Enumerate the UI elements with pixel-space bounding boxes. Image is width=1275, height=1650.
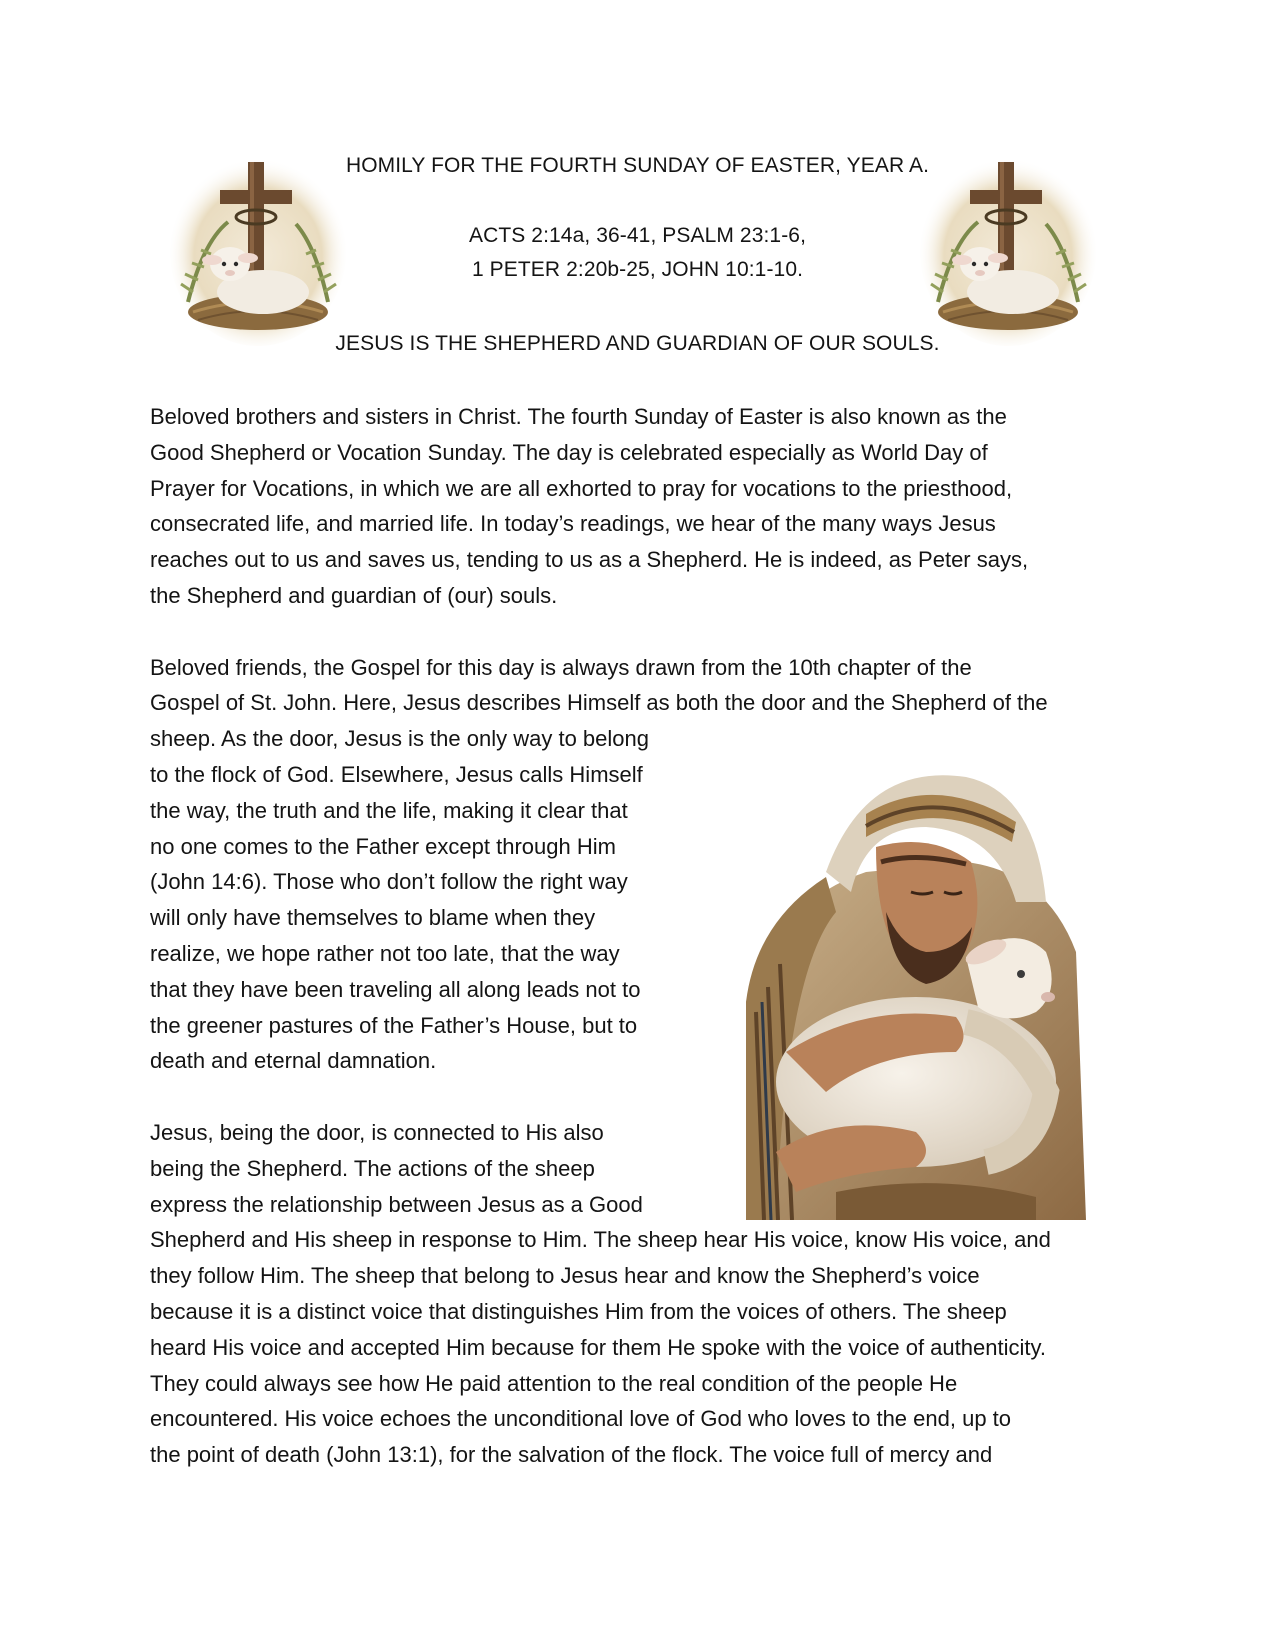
text-line: death and eternal damnation. <box>150 1048 437 1074</box>
text-line: Jesus, being the door, is connected to His also <box>150 1119 604 1145</box>
text-line: Shepherd and His sheep in response to Him. The sheep hear His voice, know His voice, and <box>150 1227 1051 1253</box>
homily-theme: JESUS IS THE SHEPHERD AND GUARDIAN OF OUR SOULS. <box>335 332 940 355</box>
readings-line-2: 1 PETER 2:20b-25, JOHN 10:1-10. <box>471 258 804 281</box>
readings-references <box>0 219 1275 287</box>
text-line: Gospel of St. John. Here, Jesus describes Himself as both the door and the Shepherd of the <box>150 690 1048 716</box>
text-line: the Shepherd and guardian of (our) souls. <box>150 582 558 608</box>
text-line: Beloved brothers and sisters in Christ. The fourth Sunday of Easter is also known as the <box>150 404 1007 429</box>
text-line: express the relationship between Jesus as a Good <box>150 1191 643 1217</box>
text-line: no one comes to the Father except through Him <box>150 833 616 859</box>
text-line: (John 14:6). Those who don’t follow the right way <box>150 869 628 895</box>
text-line: realize, we hope rather not too late, that the way <box>150 940 620 966</box>
text-line: consecrated life, and married life. In today’s readings, we hear of the many ways Jesus <box>150 511 996 537</box>
text-line: because it is a distinct voice that distinguishes Him from the voices of others. The sheep <box>150 1298 1007 1324</box>
homily-title: HOMILY FOR THE FOURTH SUNDAY OF EASTER, YEAR A. <box>345 154 930 177</box>
paragraph-1 <box>150 399 1130 614</box>
text-line: Prayer for Vocations, in which we are all exhorted to pray for vocations to the priesthood, <box>150 475 1013 501</box>
text-line: sheep. As the door, Jesus is the only way to belong <box>150 726 649 752</box>
text-line: They could always see how He paid attention to the real condition of the people He <box>150 1370 958 1396</box>
good-shepherd-image <box>716 752 1108 1220</box>
readings-line-1: ACTS 2:14a, 36-41, PSALM 23:1-6, <box>468 224 807 247</box>
text-line: that they have been traveling all along leads not to <box>150 976 641 1002</box>
text-line: reaches out to us and saves us, tending to us as a Shepherd. He is indeed, as Peter says, <box>150 547 1029 573</box>
text-line: to the flock of God. Elsewhere, Jesus calls Himself <box>150 761 643 787</box>
text-line: the way, the truth and the life, making it clear that <box>150 797 628 823</box>
text-line: being the Shepherd. The actions of the sheep <box>150 1155 595 1181</box>
text-line: will only have themselves to blame when they <box>150 905 596 931</box>
text-line: the point of death (John 13:1), for the salvation of the flock. The voice full of mercy and <box>150 1442 993 1468</box>
text-line: Beloved friends, the Gospel for this day is always drawn from the 10th chapter of the <box>150 654 972 680</box>
text-line: they follow Him. The sheep that belong to Jesus hear and know the Shepherd’s voice <box>150 1263 980 1289</box>
text-line: the greener pastures of the Father’s House, but to <box>150 1012 638 1038</box>
text-line: Good Shepherd or Vocation Sunday. The day is celebrated especially as World Day of <box>150 439 988 465</box>
text-line: heard His voice and accepted Him because for them He spoke with the voice of authenticity. <box>150 1334 1046 1360</box>
text-line: encountered. His voice echoes the unconditional love of God who loves to the end, up to <box>150 1406 1012 1432</box>
